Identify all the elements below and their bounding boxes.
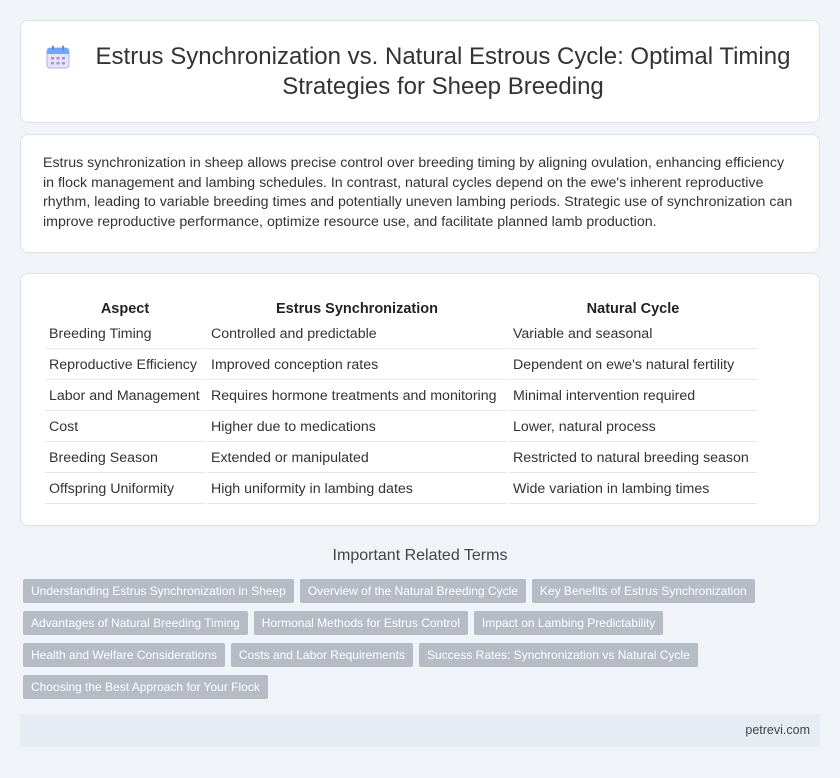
header	[21, 21, 819, 122]
related-term-tag[interactable]: Key Benefits of Estrus Synchronization	[532, 579, 755, 603]
table-row	[45, 475, 757, 504]
table-cell: Variable and seasonal	[509, 320, 757, 349]
table-cell: Breeding Timing	[45, 320, 205, 349]
related-term-tag[interactable]: Advantages of Natural Breeding Timing	[23, 611, 248, 635]
column-header-natural-cycle: Natural Cycle	[586, 301, 680, 317]
related-term-tag[interactable]: Costs and Labor Requirements	[231, 643, 413, 667]
related-term-tag[interactable]: Hormonal Methods for Estrus Control	[254, 611, 468, 635]
table-cell: Cost	[45, 413, 205, 442]
intro-paragraph: Estrus synchronization in sheep allows precise control over breeding timing by aligning ovulation, enhancing efficiency in flock management and lambing schedules. In contrast, natural cycles depend on the ewe's inherent reproductive rhythm, leading to variable breeding times and potentially uneven lambing periods. Strategic use of synchronization can improve reproductive performance, optimize resource use, and facilitate planned lamb production.	[43, 155, 793, 230]
table-cell: Restricted to natural breeding season	[509, 444, 757, 473]
footer	[20, 714, 820, 747]
table-row	[45, 413, 757, 442]
intro-card	[20, 134, 820, 253]
table-row	[45, 351, 757, 380]
table-cell: Extended or manipulated	[207, 444, 507, 473]
comparison-table-card	[20, 273, 820, 526]
related-term-tag[interactable]: Overview of the Natural Breeding Cycle	[300, 579, 526, 603]
calendar-icon	[45, 44, 71, 70]
table-cell: Improved conception rates	[207, 351, 507, 380]
related-term-tag[interactable]: Success Rates: Synchronization vs Natural Cycle	[419, 643, 698, 667]
column-header-estrus-synchronization: Estrus Synchronization	[276, 301, 438, 317]
table-cell: Requires hormone treatments and monitoring	[207, 382, 507, 411]
related-term-tag[interactable]: Understanding Estrus Synchronization in Sheep	[23, 579, 294, 603]
related-terms-title: Important Related Terms	[332, 547, 508, 564]
table-cell: Lower, natural process	[509, 413, 757, 442]
related-term-tag[interactable]: Health and Welfare Considerations	[23, 643, 225, 667]
table-cell: Controlled and predictable	[207, 320, 507, 349]
table-row	[45, 382, 757, 411]
footer-site-link[interactable]: petrevi.com	[745, 723, 810, 737]
comparison-table	[43, 296, 759, 506]
related-term-tag[interactable]: Impact on Lambing Predictability	[474, 611, 663, 635]
table-cell: Labor and Management	[45, 382, 205, 411]
table-cell: Wide variation in lambing times	[509, 475, 757, 504]
related-term-tag[interactable]: Choosing the Best Approach for Your Flock	[23, 675, 268, 699]
table-row	[45, 444, 757, 473]
page-title: Estrus Synchronization vs. Natural Estrous Cycle: Optimal Timing Strategies for Sheep Breeding	[95, 42, 791, 100]
table-cell: High uniformity in lambing dates	[207, 475, 507, 504]
table-cell: Higher due to medications	[207, 413, 507, 442]
related-terms-list	[23, 579, 803, 699]
table-cell: Reproductive Efficiency	[45, 351, 205, 380]
column-header-aspect: Aspect	[100, 301, 150, 317]
header-card	[20, 20, 820, 123]
table-cell: Minimal intervention required	[509, 382, 757, 411]
table-cell: Breeding Season	[45, 444, 205, 473]
table-cell: Dependent on ewe's natural fertility	[509, 351, 757, 380]
table-cell: Offspring Uniformity	[45, 475, 205, 504]
table-row	[45, 320, 757, 349]
table-header-row	[45, 298, 757, 318]
